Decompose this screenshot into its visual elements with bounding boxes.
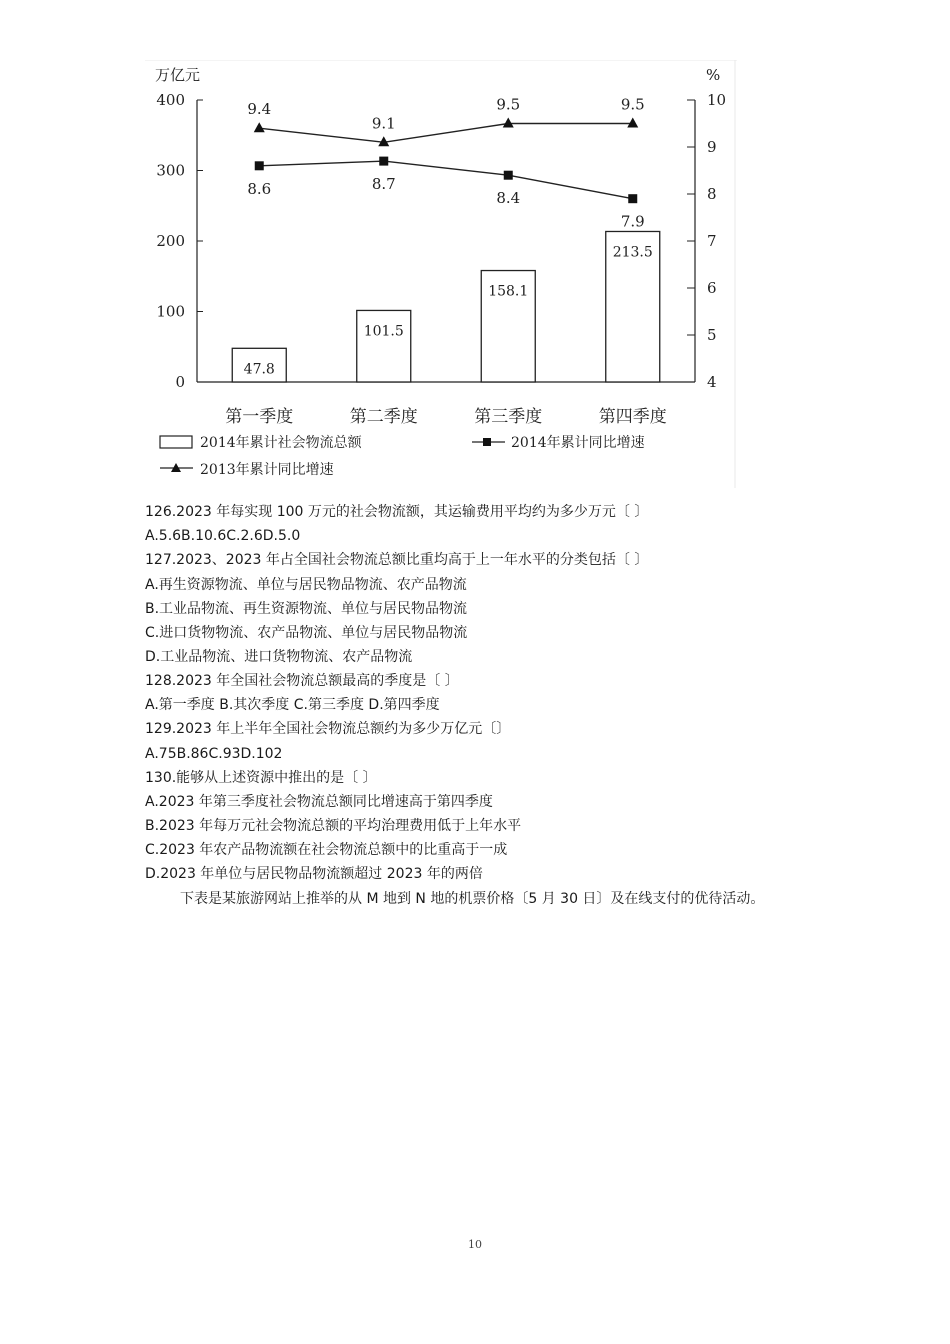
question-127-option-a: A.再生资源物流、单位与居民物品物流、农产品物流 [145, 577, 467, 593]
question-130-option-a: A.2023 年第三季度社会物流总额同比增速高于第四季度 [145, 794, 493, 810]
bar-value-label: 101.5 [363, 323, 404, 340]
legend-2013-label: 2013年累计同比增速 [200, 462, 334, 478]
line-2013-value-label: 9.4 [247, 100, 272, 119]
legend-square-marker-icon [483, 438, 491, 446]
y-right-tick-label: 4 [707, 373, 717, 391]
y-right-unit-label: % [706, 66, 721, 84]
question-129: 129.2023 年上半年全国社会物流总额约为多少万亿元〔〕 [145, 721, 511, 737]
y-left-tick-label: 0 [175, 373, 185, 391]
question-127: 127.2023、2023 年占全国社会物流总额比重均高于上一年水平的分类包括〔 〕 [145, 552, 649, 568]
question-129-options: A.75B.86C.93D.102 [145, 746, 283, 762]
y-left-tick-label: 100 [156, 302, 185, 321]
page-number: 10 [468, 1238, 482, 1251]
bar-value-label: 213.5 [612, 244, 653, 261]
question-126: 126.2023 年每实现 100 万元的社会物流额，其运输费用平均约为多少万元〔 〕 [145, 504, 649, 520]
x-category-label: 第二季度 [349, 407, 418, 427]
y-right-tick-label: 10 [707, 91, 727, 109]
legend-bar-swatch [160, 436, 192, 448]
y-left-tick-label: 200 [156, 232, 185, 250]
logistics-chart [145, 60, 737, 488]
intro-paragraph: 下表是某旅游网站上推举的从 M 地到 N 地的机票价格〔5 月 30 日〕及在线支付的优待活动。 [180, 891, 765, 907]
question-126-options: A.5.6B.10.6C.2.6D.5.0 [145, 528, 301, 544]
question-130-option-d: D.2023 年单位与居民物品物流额超过 2023 年的两倍 [145, 866, 483, 882]
y-right-tick-label: 9 [707, 138, 717, 156]
bar-value-label: 158.1 [488, 283, 529, 300]
x-category-label: 第三季度 [474, 407, 543, 427]
square-marker [379, 157, 388, 166]
y-left-unit-label: 万亿元 [155, 66, 201, 84]
question-130: 130.能够从上述资源中推出的是〔 〕 [145, 770, 377, 786]
y-right-tick-label: 6 [707, 279, 717, 297]
y-left-tick-label: 300 [156, 161, 185, 180]
line-2013-value-label: 9.5 [496, 95, 521, 114]
x-category-label: 第一季度 [225, 407, 294, 427]
line-2014-value-label: 8.6 [247, 179, 272, 198]
question-127-option-c: C.进口货物物流、农产品物流、单位与居民物品物流 [145, 625, 468, 641]
y-right-tick-label: 5 [707, 326, 717, 344]
question-128-options: A.第一季度 B.其次季度 C.第三季度 D.第四季度 [145, 697, 440, 713]
line-2013-value-label: 9.5 [620, 95, 645, 114]
y-left-tick-label: 400 [156, 91, 185, 109]
bar-value-label: 47.8 [243, 361, 275, 378]
line-2014-value-label: 8.4 [496, 189, 521, 208]
line-2014-value-label: 7.9 [620, 212, 645, 231]
bar [357, 310, 411, 382]
square-marker [255, 161, 264, 170]
question-130-option-b: B.2023 年每万元社会物流总额的平均治理费用低于上年水平 [145, 818, 522, 834]
y-right-tick-label: 7 [707, 232, 717, 250]
legend-2014-label: 2014年累计同比增速 [511, 435, 645, 451]
square-marker [628, 194, 637, 203]
question-130-option-c: C.2023 年农产品物流额在社会物流总额中的比重高于一成 [145, 842, 508, 858]
line-2014-value-label: 8.7 [371, 175, 396, 194]
question-127-option-b: B.工业品物流、再生资源物流、单位与居民物品物流 [145, 601, 468, 617]
question-127-option-d: D.工业品物流、进口货物物流、农产品物流 [145, 649, 413, 665]
y-right-tick-label: 8 [707, 185, 717, 203]
legend-bar-label: 2014年累计社会物流总额 [200, 435, 362, 451]
line-2013-value-label: 9.1 [371, 114, 396, 133]
question-128: 128.2023 年全国社会物流总额最高的季度是〔 〕 [145, 673, 459, 689]
x-category-label: 第四季度 [598, 407, 667, 427]
square-marker [504, 171, 513, 180]
